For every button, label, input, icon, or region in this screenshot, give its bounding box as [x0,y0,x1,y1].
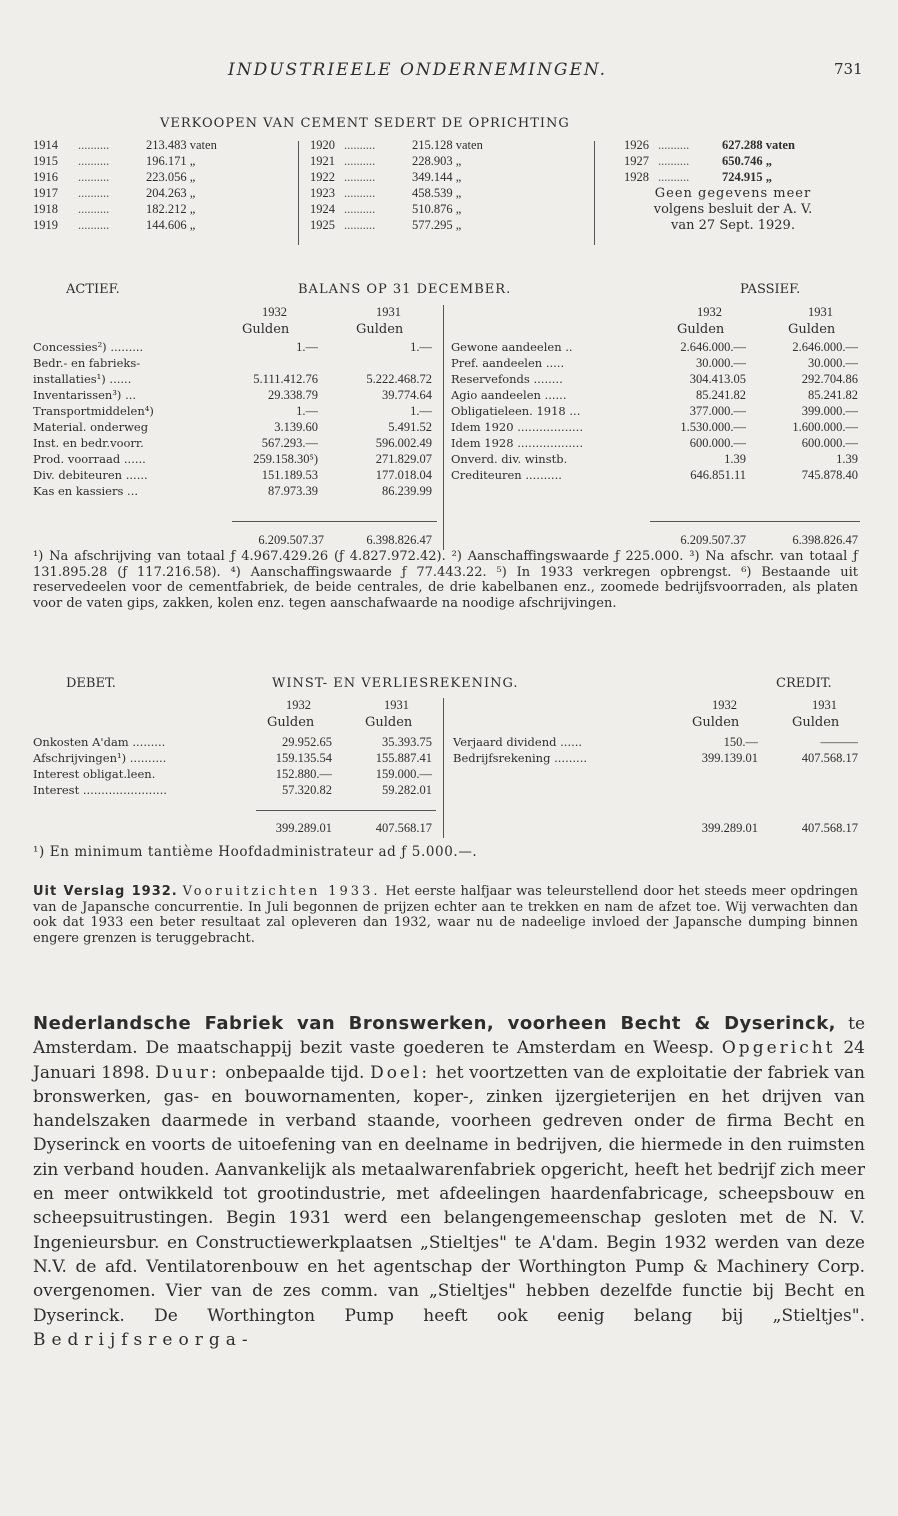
passief-label: Onverd. div. winstb. [451,452,568,466]
passief-value: 399.000.— [801,404,858,418]
cement-col2-values [412,137,562,233]
winst-unit: Gulden [267,715,315,730]
actief-label: Material. onderweg [33,420,149,434]
cement-col1-values [146,137,276,233]
winst-divider [443,698,444,838]
cement-value: 577.295 „ [412,218,462,232]
cement-col2-dots: .......... .......... .......... .......... .......... .......... [344,138,376,232]
passief-value: 1.39 [724,452,746,466]
passief-value: 304.413.05 [689,372,746,386]
actief-value: 39.774.64 [382,388,432,402]
cement-year: 1920 [310,138,335,152]
opgericht-text: 24 Januari 1898. [33,1038,865,1083]
debet-value: 159.000.— [375,767,432,781]
actief-value: 5.491.52 [388,420,432,434]
cement-year: 1921 [310,154,335,168]
company-intro: te Amsterdam. De maatschappij bezit vaste goederen te Amsterdam en Weesp. [33,1014,865,1059]
credit-values-1931 [760,734,858,766]
actief-value: 259.158.30⁵) [253,452,318,466]
total-rule [650,521,860,522]
balans-year-1932: 1932 [697,305,722,319]
bedrijfsreorganisatie-label: Bedrijfsreorga- [33,1329,254,1350]
passief-value: 292.704.86 [801,372,858,386]
passief-label: Reservefonds ........ [451,372,563,386]
verslag-lead: Uit Verslag 1932. [33,884,178,899]
debet-total-1932: 399.289.01 [275,821,332,835]
balans-year-1931: 1931 [808,305,833,319]
actief-label: Inventarissen³) ... [33,388,137,402]
cement-divider [298,141,299,245]
credit-values-1932 [660,734,758,766]
cement-value: 204.263 „ [146,186,196,200]
passief-value: 1.39 [836,452,858,466]
cement-year: 1923 [310,186,335,200]
debet-value: 57.320.82 [282,783,332,797]
passief-label: Pref. aandeelen ..... [451,356,565,370]
actief-value: 567.293.— [261,436,318,450]
passief-value: 2.646.000.— [680,340,746,354]
actief-label: Kas en kassiers ... [33,484,139,498]
cement-value: 228.903 „ [412,154,462,168]
winst-unit: Gulden [365,715,413,730]
cement-value: 458.539 „ [412,186,462,200]
debet-value: 155.887.41 [375,751,432,765]
passief-value: 85.241.82 [696,388,746,402]
cement-col1-years [33,137,63,233]
cement-year: 1928 [624,170,649,184]
actief-value: 5.111.412.76 [253,372,318,386]
winst-year-1931: 1931 [812,698,837,712]
passief-values-1931 [748,339,858,483]
cement-value: 196.171 „ [146,154,196,168]
passief-value: 2.646.000.— [792,340,858,354]
total-rule [232,521,437,522]
cement-value: 724.915 „ [722,170,772,184]
debet-label: Onkosten A'dam ......... [33,735,166,749]
debet-value: 152.880.— [275,767,332,781]
actief-value: 177.018.04 [375,468,432,482]
cement-value: 627.288 vaten [722,138,795,152]
passief-total-1932: 6.209.507.37 [680,533,746,547]
cement-year: 1917 [33,186,58,200]
actief-value: 151.189.53 [261,468,318,482]
winst-title: WINST- EN VERLIESREKENING. [272,676,519,691]
debet-value: 35.393.75 [382,735,432,749]
company-name: Nederlandsche Fabriek van Bronswerken, voorheen Becht & Dyserinck, [33,1013,837,1034]
balans-unit: Gulden [356,322,404,337]
debet-value: 29.952.65 [282,735,332,749]
debet-total-1931: 407.568.17 [375,821,432,835]
winst-year-1931: 1931 [384,698,409,712]
cement-value: 213.483 vaten [146,138,217,152]
balans-unit: Gulden [242,322,290,337]
cement-note-line: Geen gegevens meer [654,186,812,201]
credit-title: CREDIT. [776,676,832,691]
passief-label: Gewone aandeelen .. [451,340,573,354]
cement-note-line: volgens besluit der A. V. [653,202,813,217]
cement-col3-years [624,137,654,185]
debet-title: DEBET. [66,676,116,691]
actief-value [320,355,432,371]
cement-value: 650.746 „ [722,154,772,168]
debet-values-1931 [334,734,432,798]
actief-values-1931 [320,339,432,499]
actief-value: 86.239.99 [382,484,432,498]
actief-label: Bedr.- en fabrieks- [33,356,141,370]
actief-values-1932 [210,339,318,499]
winst-unit: Gulden [792,715,840,730]
actief-label: Div. debiteuren ...... [33,468,148,482]
page-title: INDUSTRIEELE ONDERNEMINGEN. [228,60,608,80]
credit-label: Verjaard dividend ...... [453,735,583,749]
passief-value: 1.530.000.— [680,420,746,434]
actief-value: 1.— [410,404,432,418]
verslag-text: Het eerste halfjaar was teleurstellend door het steeds meer opdringen van de Japansche concurrentie. In Juli begonnen de prijzen echter aan te trekken en nam de afzet toe. Wij verwachten dan ook dat 1933 een beter resultaat zal opleveren dan 1932, waar nu de nadeelige invloed der Japansche dumping binnen engere grenzen is teruggebracht. [33,884,858,946]
actief-value: 1.— [296,404,318,418]
actief-label: Inst. en bedr.voorr. [33,436,144,450]
actief-label: installaties¹) ...... [33,372,132,386]
passief-label: Obligatieleen. 1918 ... [451,404,581,418]
cement-year: 1916 [33,170,58,184]
actief-total-1932: 6.209.507.37 [258,533,324,547]
passief-value: 600.000.— [689,436,746,450]
actief-value: 29.338.79 [268,388,318,402]
balans-unit: Gulden [677,322,725,337]
winst-year-1932: 1932 [712,698,737,712]
credit-label: Bedrijfsrekening ......... [453,751,588,765]
company-paragraph [33,1012,865,1352]
balans-title: BALANS OP 31 DECEMBER. [298,282,512,297]
actief-value: 1.— [296,340,318,354]
debet-label: Interest ....................... [33,783,167,797]
cement-year: 1918 [33,202,58,216]
debet-value: 159.135.54 [275,751,332,765]
winst-year-1932: 1932 [286,698,311,712]
cement-value: 349.144 „ [412,170,462,184]
actief-labels [33,339,233,499]
passief-value: 30.000.— [808,356,858,370]
balans-divider [443,305,444,550]
passief-value: 377.000.— [689,404,746,418]
passief-value: 600.000.— [801,436,858,450]
actief-value [210,355,318,371]
total-rule [256,810,436,811]
cement-value: 510.876 „ [412,202,462,216]
passief-values-1932 [640,339,746,483]
cement-year: 1924 [310,202,335,216]
cement-value: 182.212 „ [146,202,196,216]
cement-value: 144.606 „ [146,218,196,232]
passief-title: PASSIEF. [740,282,801,297]
cement-note [608,186,858,234]
cement-year: 1919 [33,218,58,232]
actief-value: 271.829.07 [375,452,432,466]
debet-label: Afschrijvingen¹) .......... [33,751,167,765]
credit-total-1932: 399.289.01 [701,821,758,835]
cement-year: 1922 [310,170,335,184]
debet-values-1932 [240,734,332,798]
cement-year: 1926 [624,138,649,152]
cement-col2-years [310,137,340,233]
passief-label: Agio aandeelen ...... [451,388,567,402]
balans-year-1932: 1932 [262,305,287,319]
verslag-paragraph [33,884,858,946]
passief-label: Crediteuren .......... [451,468,562,482]
credit-value: 407.568.17 [801,751,858,765]
cement-value: 223.056 „ [146,170,196,184]
actief-label: Prod. voorraad ...... [33,452,146,466]
passief-value: 1.600.000.— [792,420,858,434]
actief-label: Concessies²) ......... [33,340,144,354]
cement-year: 1925 [310,218,335,232]
cement-col3-dots: .......... .......... .......... [658,138,690,184]
winst-footnote: ¹) En minimum tantième Hoofdadministrateur ad ƒ 5.000.—. [33,844,478,860]
cement-col3-values [722,137,862,185]
actief-label: Transportmiddelen⁴) [33,404,154,418]
passief-value: 646.851.11 [690,468,746,482]
actief-value: 5.222.468.72 [366,372,432,386]
actief-value: 1.— [410,340,432,354]
passief-value: 745.878.40 [801,468,858,482]
credit-total-1931: 407.568.17 [801,821,858,835]
actief-value: 87.973.39 [268,484,318,498]
actief-title: ACTIEF. [66,282,120,297]
credit-value: ——— [820,735,858,749]
cement-year: 1914 [33,138,58,152]
balans-year-1931: 1931 [376,305,401,319]
actief-value: 3.139.60 [274,420,318,434]
debet-value: 59.282.01 [382,783,432,797]
credit-value: 399.139.01 [701,751,758,765]
passief-labels [451,339,651,483]
credit-value: 150.— [723,735,758,749]
cement-year: 1915 [33,154,58,168]
debet-labels [33,734,263,798]
credit-labels [453,734,683,766]
debet-label: Interest obligat.leen. [33,767,156,781]
duur-label: Duur: [155,1062,220,1083]
page-number: 731 [834,60,863,78]
actief-total-1931: 6.398.826.47 [366,533,432,547]
passief-label: Idem 1928 .................. [451,436,583,450]
passief-label: Idem 1920 .................. [451,420,583,434]
cement-value: 215.128 vaten [412,138,483,152]
opgericht-label: Opgericht [721,1038,836,1059]
verslag-heading: Vooruitzichten 1933. [182,884,381,899]
duur-text: onbepaalde tijd. [219,1062,371,1083]
actief-value: 596.002.49 [375,436,432,450]
cement-sales-title: VERKOOPEN VAN CEMENT SEDERT DE OPRICHTING [160,116,570,131]
winst-unit: Gulden [692,715,740,730]
balans-footnote: ¹) Na afschrijving van totaal ƒ 4.967.429.26 (ƒ 4.827.972.42). ²) Aanschaffingswaarde ƒ 225.000. ³) Na afschr. van totaal ƒ 131.895.28 (ƒ 117.216.58). ⁴) Aanschaffingswaarde ƒ 77.443.22. ⁵) In 1933 verkregen opbrengst. ⁶) Bestaande uit reservedeelen voor de cementfabriek, de beide centrales, de drie kabelbanen enz., zoomede bedrijfsvoorraden, als platen voor de vaten gips, zakken, kolen enz. tegen aanschafwaarde na noodige afschrijvingen. [33,549,858,611]
passief-total-1931: 6.398.826.47 [792,533,858,547]
passief-value: 30.000.— [696,356,746,370]
cement-year: 1927 [624,154,649,168]
cement-divider [594,141,595,245]
doel-text: het voortzetten van de exploitatie der fabriek van bronswerken, gas- en bouwornamenten, koper-, zinken ijzergieterijen en het drijven van handelszaken daarmede in verband staande, voorheen gedreven onder de firma Becht en Dyserinck en voorts de uitoefening van en deelname in bedrijven, die hiermede in den ruimsten zin verband houden. Aanvankelijk als metaalwarenfabriek opgericht, heeft het bedrijf zich meer en meer ontwikkeld tot grootindustrie, met afdeelingen haardenfabricage, scheepsbouw en scheepsuitrustingen. Begin 1931 werd een belangengemeenschap gesloten met de N. V. Ingenieursbur. en Constructiewerkplaatsen „Stieltjes" te A'dam. Begin 1932 werden van deze N.V. de afd. Ventilatorenbouw en het agentschap der Worthington Pump & Machinery Corp. overgenomen. Vier van de zes comm. van „Stieltjes" hebben dezelfde functie bij Becht en Dyserinck. De Worthington Pump heeft ook eenig belang bij „Stieltjes". [33,1062,865,1326]
cement-note-line: van 27 Sept. 1929. [671,218,795,233]
balans-unit: Gulden [788,322,836,337]
passief-value: 85.241.82 [808,388,858,402]
doel-label: Doel: [370,1062,431,1083]
cement-col1-dots: .......... .......... .......... .......... .......... .......... [78,138,110,232]
